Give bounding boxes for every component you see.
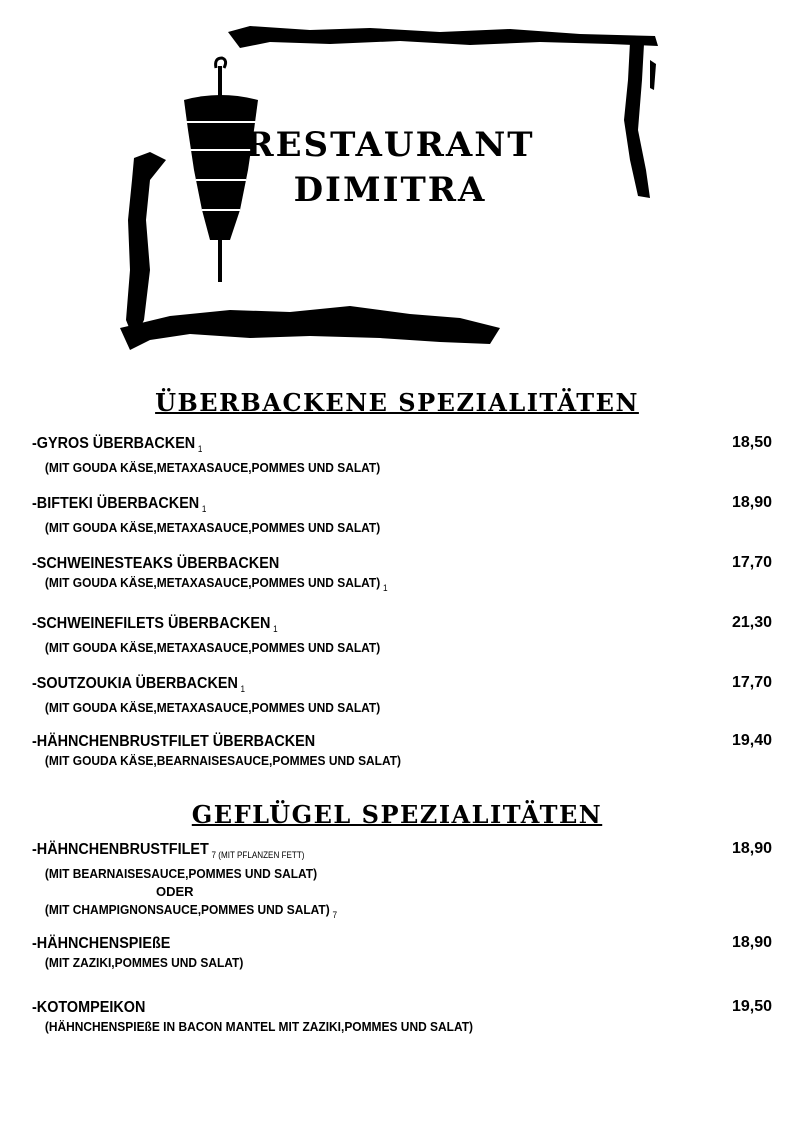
item-price: 17,70 <box>731 554 772 571</box>
menu-item <box>32 614 772 657</box>
item-price: 18,90 <box>731 494 772 511</box>
item-description: (MIT GOUDA KÄSE,BEARNAISESAUCE,POMMES UND SALAT) <box>44 753 402 768</box>
item-note: 1 <box>273 624 278 634</box>
item-name: -HÄHNCHENBRUSTFILET ÜBERBACKEN <box>32 733 316 750</box>
menu-item <box>32 434 772 477</box>
menu-item <box>32 554 772 597</box>
item-note: 1 <box>382 583 388 593</box>
item-description-alt: (MIT CHAMPIGNONSAUCE,POMMES UND SALAT) <box>44 902 330 917</box>
item-name: -SCHWEINESTEAKS ÜBERBACKEN <box>32 555 280 572</box>
item-price: 19,40 <box>731 732 772 749</box>
item-note: 1 <box>197 444 203 454</box>
item-name: -KOTOMPEIKON <box>32 999 146 1016</box>
section-heading: GEFLÜGEL SPEZIALITÄTEN <box>191 800 603 829</box>
item-note: 7 (MIT PFLANZEN FETT) <box>211 850 305 860</box>
item-description: (HÄHNCHENSPIEßE IN BACON MANTEL MIT ZAZIKI,POMMES UND SALAT) <box>44 1019 473 1034</box>
section-heading: ÜBERBACKENE SPEZIALITÄTEN <box>155 388 639 417</box>
item-price: 17,70 <box>731 674 772 691</box>
item-name: -HÄHNCHENSPIEßE <box>32 935 171 952</box>
item-price: 18,90 <box>731 934 772 951</box>
item-name: -SOUTZOUKIA ÜBERBACKEN <box>32 675 238 692</box>
menu-item <box>32 998 772 1036</box>
item-price: 21,30 <box>731 614 772 631</box>
item-description: (MIT BEARNAISESAUCE,POMMES UND SALAT) <box>44 866 318 881</box>
restaurant-title-line2: DIMITRA <box>293 170 487 210</box>
item-or: ODER <box>156 884 194 899</box>
item-price: 18,90 <box>731 840 772 857</box>
item-description: (MIT GOUDA KÄSE,METAXASAUCE,POMMES UND SALAT) <box>44 520 381 535</box>
item-description: (MIT GOUDA KÄSE,METAXASAUCE,POMMES UND SALAT) <box>44 460 381 475</box>
item-price: 18,50 <box>731 434 772 451</box>
item-description: (MIT GOUDA KÄSE,METAXASAUCE,POMMES UND SALAT) <box>44 640 381 655</box>
item-description: (MIT GOUDA KÄSE,METAXASAUCE,POMMES UND SALAT) <box>44 575 381 590</box>
item-note: 1 <box>240 684 246 694</box>
menu-item <box>32 934 772 972</box>
item-description: (MIT GOUDA KÄSE,METAXASAUCE,POMMES UND SALAT) <box>44 700 381 715</box>
item-note: 7 <box>332 910 338 920</box>
item-note: 1 <box>201 504 207 514</box>
item-name: -BIFTEKI ÜBERBACKEN <box>32 495 200 512</box>
item-name: -HÄHNCHENBRUSTFILET <box>32 841 209 858</box>
item-description: (MIT ZAZIKI,POMMES UND SALAT) <box>44 955 244 970</box>
menu-item <box>32 840 772 924</box>
menu-item <box>32 494 772 537</box>
item-price: 19,50 <box>731 998 772 1015</box>
menu-item <box>32 732 772 770</box>
item-name: -SCHWEINEFILETS ÜBERBACKEN <box>32 615 271 632</box>
item-name: -GYROS ÜBERBACKEN <box>32 435 196 452</box>
restaurant-title-line1: RESTAURANT <box>245 125 535 165</box>
menu-item <box>32 674 772 717</box>
